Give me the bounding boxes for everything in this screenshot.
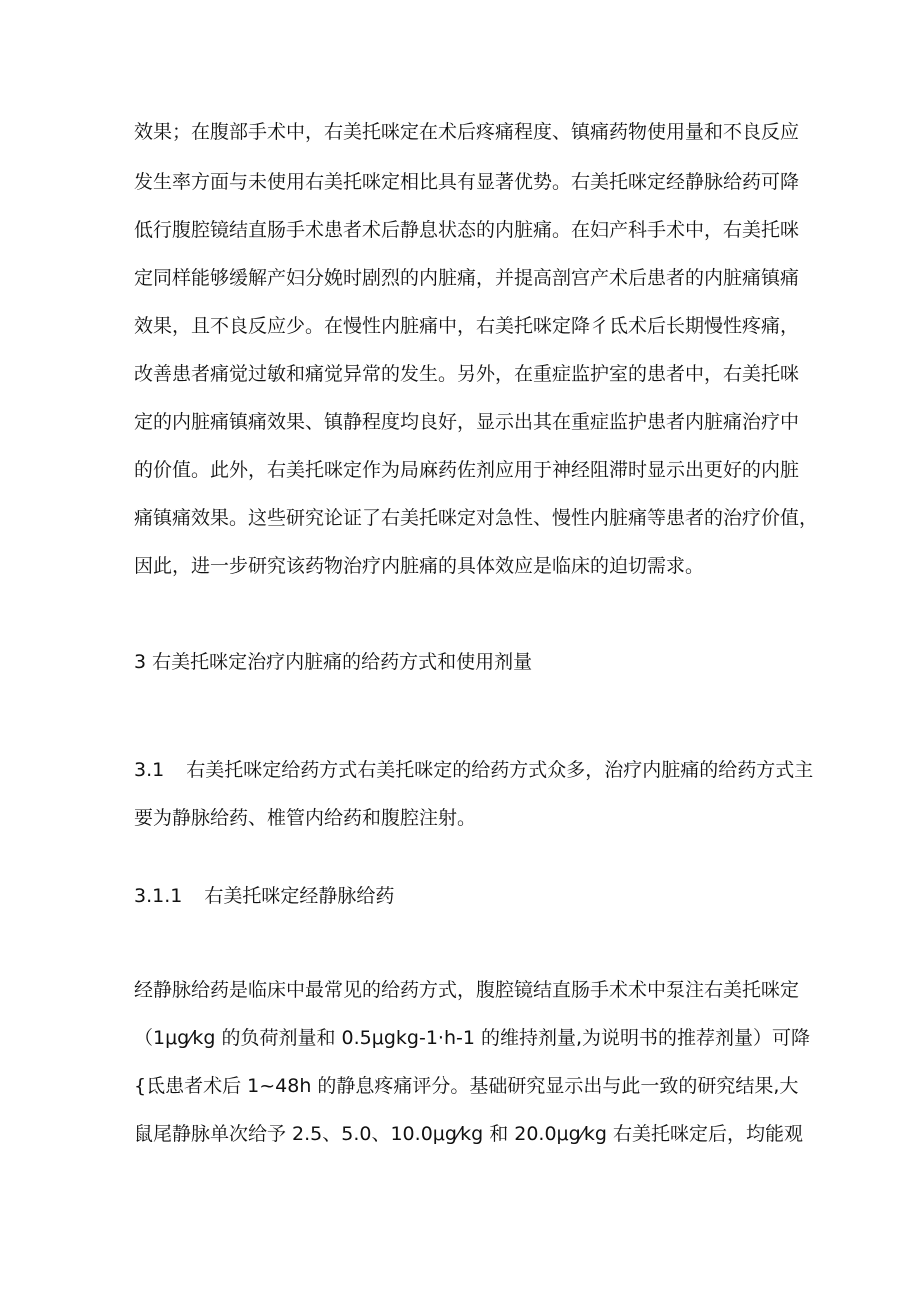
paragraph-line: （1μg⁄kg 的负荷剂量和 0.5μgkg-1·h-1 的维持剂量,为说明书的推荐剂量）可降 [134,1027,811,1049]
section-3-1-line-2: 要为静脉给药、椎管内给药和腹腔注射。 [134,807,477,829]
paragraph-line: 效果；在腹部手术中，右美托咪定在术后疼痛程度、镇痛药物使用量和不良反应 [134,121,800,143]
section-number: 3.1 [134,759,165,781]
paragraph-line: 定同样能够缓解产妇分娩时剧烈的内脏痛，并提高剖宫产术后患者的内脏痛镇痛 [134,267,800,289]
section-heading-3: 3 右美托咪定治疗内脏痛的给药方式和使用剂量 [134,651,533,673]
paragraph-line: 的价值。此外，右美托咪定作为局麻药佐剂应用于神经阻滞时显示出更好的内脏 [134,459,800,481]
paragraph-line: 低行腹腔镜结直肠手术患者术后静息状态的内脏痛。在妇产科手术中，右美托咪 [134,219,800,241]
paragraph-line: 改善患者痛觉过敏和痛觉异常的发生。另外，在重症监护室的患者中，右美托咪 [134,363,800,385]
section-3-1-line-1 [134,758,814,782]
paragraph-line: 痛镇痛效果。这些研究论证了右美托咪定对急性、慢性内脏痛等患者的治疗价值， [134,507,819,529]
section-3-1-text: 右美托咪定给药方式右美托咪定的给药方式众多，治疗内脏痛的给药方式主 [186,759,814,781]
subsection-title: 右美托咪定经静脉给药 [204,885,395,907]
paragraph-line: {氐患者术后 1~48h 的静息疼痛评分。基础研究显示出与此一致的研究结果,大 [134,1075,799,1097]
paragraph-line: 效果，且不良反应少。在慢性内脏痛中，右美托咪定降彳氐术后长期慢性疼痛， [134,315,800,337]
subsection-heading-3-1-1 [134,884,394,908]
paragraph-line: 鼠尾静脉单次给予 2.5、5.0、10.0μg⁄kg 和 20.0μg⁄kg 右美托咪定后，均能观 [134,1123,803,1145]
paragraph-line: 经静脉给药是临床中最常见的给药方式，腹腔镜结直肠手术术中泵注右美托咪定 [134,979,800,1001]
paragraph-line: 因此，进一步研究该药物治疗内脏痛的具体效应是临床的迫切需求。 [134,555,705,577]
paragraph-line: 发生率方面与未使用右美托咪定相比具有显著优势。右美托咪定经静脉给药可降 [134,171,800,193]
section-number: 3.1.1 [134,885,183,907]
paragraph-line: 定的内脏痛镇痛效果、镇静程度均良好，显示出其在重症监护患者内脏痛治疗中 [134,411,800,433]
